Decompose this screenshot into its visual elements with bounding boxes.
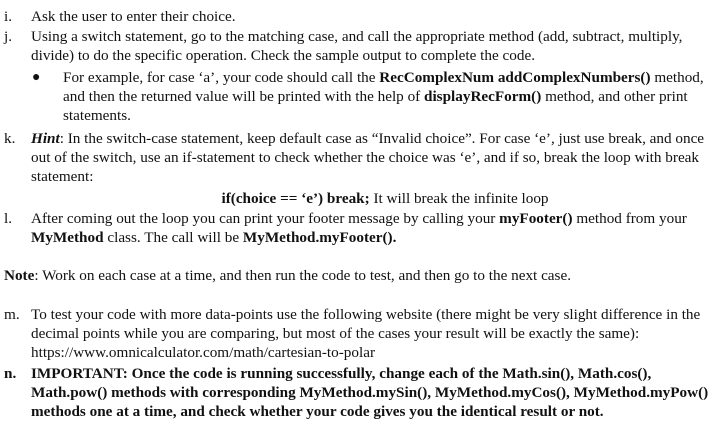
hint-label: Hint [31,130,60,147]
list-text: After coming out the loop you can print your footer message by calling your myFooter() method from your MyMethod class. The call will be MyMethod.myFooter(). [31,210,687,246]
note-text: : Work on each case at a time, and then run the code to test, and then go to the next case. [34,267,572,284]
list-marker: k. [4,130,16,147]
method-name: displayRecForm() [424,88,542,105]
list-text: Ask the user to enter their choice. [31,8,236,25]
list-marker: m. [4,306,20,323]
bullet-text: For example, for case ‘a’, your code should call the RecComplexNum addComplexNumbers() method, and then the returned value will be printed with the help of displayRecForm() method, and other print statements. [63,69,704,124]
note-paragraph [4,266,710,285]
list-text: To test your code with more data-points use the following website (there might be very slight difference in the decimal points while you are comparing, but most of the cases your result will be exactly the same): https://www.omnicalculator.com/math/cartesian-to-polar [31,306,701,361]
code-example [0,189,718,208]
note-label: Note [4,267,35,284]
code-snippet: if(choice == ‘e’) break; [221,190,370,207]
list-text: Hint: In the switch-case statement, keep default case as “Invalid choice”. For case ‘e’, just use break, and once out of the switch, use an if-statement to check whether the choice was ‘e’, and if so, break the loop with break statement: [31,130,705,185]
list-marker: n. [4,365,17,382]
list-text: Using a switch statement, go to the matching case, and call the appropriate method (add, subtract, multiply, divide) to do the specific operation. Check the sample output to complete the code. [31,28,683,64]
important-text: IMPORTANT: Once the code is running successfully, change each of the Math.sin(), Math.cos(), Math.pow() methods with corresponding MyMethod.mySin(), MyMethod.myCos(), MyMethod.myPow() methods one at a time, and check whether your code gives you the identical result or not. [31,365,709,420]
bullet-dot-icon: ● [32,70,41,85]
method-name: RecComplexNum addComplexNumbers() [379,69,651,86]
code-comment: It will break the infinite loop [369,190,549,207]
list-marker: j. [4,28,13,45]
list-marker: i. [4,8,13,25]
list-marker: l. [4,210,13,227]
